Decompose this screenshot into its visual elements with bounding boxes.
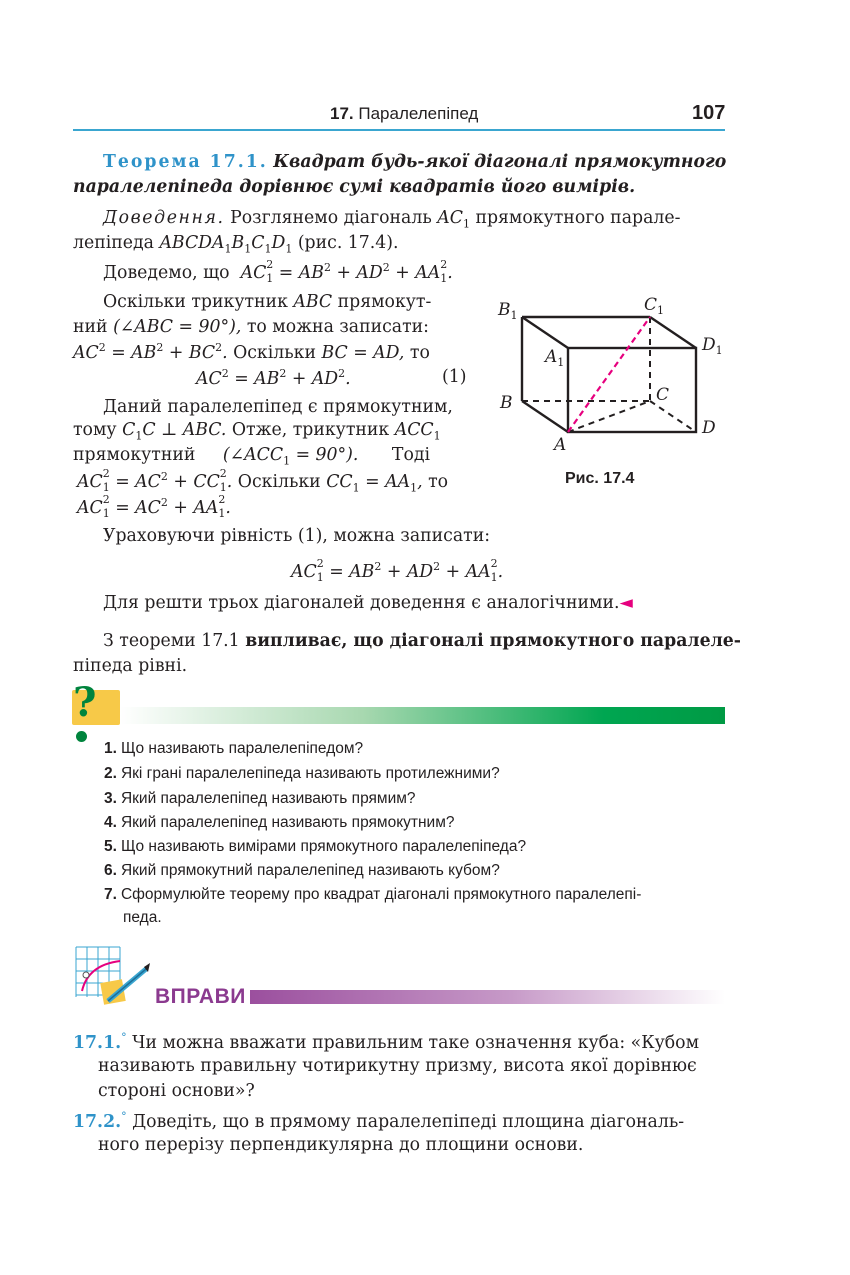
eq-label: (1) [442,367,467,387]
header-rule [73,129,725,131]
proof-text: Оскільки [237,471,321,492]
proof-word: Доведення. [103,208,225,228]
proof-text: (рис. 17.4). [297,233,399,253]
question-item [104,790,416,808]
proof-text: ний [73,317,108,337]
question-num: 3. [104,790,117,807]
math-final-eq: AC $_{2 1} = AB^2 + AD^2$ + AA $_{2 1}$. [291,557,504,585]
proof-text: Тоді [391,445,431,465]
edge-ba [522,401,568,432]
page-number: 107 [692,102,726,124]
diagonal-ac1 [568,317,650,432]
exercise-number: 17.1. [73,1032,122,1053]
math-perp: $C_1C$ ⊥ ABC. [122,420,227,443]
math-angle-abc: (∠ABC = 90°), [113,317,242,337]
theorem-text-1: Квадрат будь-якої діагоналі прямокутного [273,152,727,172]
proof-text: тому [73,420,117,440]
exercise-17-1-line-2: називають правильну чотирикутну призму, висота якої дорівнює [98,1056,697,1076]
question-item [104,814,455,832]
edge-cd-hidden [650,401,696,432]
math-ac2: $AC^2 = AB^2 + BC^2$. [73,341,228,363]
question-text: Який паралелепіпед називають прямокутним? [120,814,455,831]
exercises-gradient-bar [250,990,725,1004]
proof-line-6 [73,341,430,363]
chapter-title: Паралелепіпед [358,104,479,123]
chapter-number: 17. [330,104,354,123]
question-item [104,765,500,783]
proof-text: Доведемо, що [103,262,230,283]
proof-line-7: Даний паралелепіпед є прямокутним, [103,397,453,417]
math-abc: ABC [293,292,333,312]
proof-eq-1 [196,367,351,389]
exercise-17-2-line-1: 17.2.° Доведіть, що в прямому паралелепіпеді площина діагональ- [73,1110,685,1132]
proof-line-1 [103,208,680,230]
label-b1: $B_1$ [498,300,518,322]
proof-text: то можна записати: [246,317,430,337]
exercises-title: ВПРАВИ [155,985,246,1008]
question-item [104,740,363,758]
corollary-bold: випливає, що діагоналі прямокутного паралеле- [245,631,741,651]
proof-line-11 [77,493,231,521]
exercise-text: Доведіть, що в прямому паралелепіпеді площина діагональ- [132,1111,685,1132]
question-num: 7. [104,886,117,903]
question-text: Які грані паралелепіпеда називають протилежними? [120,765,500,782]
question-item [104,838,526,856]
math-acc1: $ACC_1$ [394,420,441,443]
question-num: 1. [104,740,117,757]
question-text: Що називають паралелепіпедом? [120,740,364,757]
question-item [104,862,500,880]
question-num: 6. [104,862,117,879]
proof-text: то [409,342,430,363]
label-c1: $C_1$ [644,295,665,317]
math-bc-ad: BC = AD, [321,342,405,363]
end-of-proof-mark: ◄ [619,593,633,613]
question-text: Що називають вимірами прямокутного паралелепіпеда? [120,838,527,855]
figure-17-4 [492,290,732,470]
question-dot-icon [76,731,87,742]
proof-line-2 [73,233,399,255]
math-ac1-3: AC $_{2 1} = AC^2$ + AA $_{2 1}$. [77,493,231,521]
math-abcda1b1c1d1: $ABCDA_1B_1C_1D_1$ [159,233,293,256]
figure-caption: Рис. 17.4 [565,470,635,487]
question-text: Сформулюйте теорему про квадрат діагоналі прямокутного паралелепі- [120,886,642,903]
corollary-line-1 [103,631,741,651]
proof-line-3 [103,258,453,286]
label-a1: $A_1$ [545,347,565,369]
math-main-eq: AC $_{2 1} = AB^2 + AD^2$ + AA $_{2 1}$. [240,258,453,286]
proof-text: прямокут- [337,292,432,312]
label-d: D [702,418,716,438]
front-face [568,348,696,432]
running-header [330,104,478,124]
proof-line-5 [73,317,429,337]
edge-b1a1 [522,317,568,348]
question-item [104,886,641,904]
exercise-number: 17.2. [73,1111,122,1132]
edge-c1d1 [650,317,696,348]
label-c: C [656,385,670,405]
proof-text: прямокутний [73,445,196,465]
proof-text: лепіпеда [73,233,154,253]
math-angle-acc1: $(\angle ACC_1 = 90^\circ)$. [222,445,359,468]
edge-ac-hidden [568,401,650,432]
math-eq-1: $AC^2 = AB^2 + AD^2$. [196,367,351,389]
proof-text: Для решти трьох діагоналей доведення є аналогічними. [103,593,620,613]
proof-line-4 [103,292,431,312]
proof-text: Оскільки трикутник [103,292,288,312]
proof-line-10 [77,467,449,495]
question-mark-icon: ? [73,679,97,726]
theorem-text-2: паралелепіпеда дорівнює сумі квадратів його вимірів. [73,177,636,197]
exercise-17-1-line-1: 17.1.° Чи можна вважати правильним таке означення куба: «Кубом [73,1031,700,1053]
corollary-text: З теореми 17.1 [103,631,240,651]
proof-line-8 [73,420,441,442]
proof-text: Оскільки [233,342,316,363]
math-ac1: $AC_1$ [437,208,470,231]
question-num: 4. [104,814,117,831]
questions-gradient-bar [120,707,725,724]
corollary-line-2: піпеда рівні. [73,656,188,676]
question-num: 5. [104,838,117,855]
question-text: Який прямокутний паралелепіпед називають кубом? [120,862,500,879]
proof-text: Розглянемо діагональ [230,208,432,228]
proof-text: то [428,471,449,492]
theorem-line-1 [103,152,726,172]
exercise-text: Чи можна вважати правильним таке означення куба: «Кубом [132,1032,700,1053]
question-text: Який паралелепіпед називають прямим? [120,790,416,807]
exercise-17-2-line-2: ного перерізу перпендикулярна до площини основи. [98,1135,584,1155]
exercises-icon [72,945,154,1007]
label-d1: $D_1$ [702,335,723,357]
proof-considering: Ураховуючи рівність (1), можна записати: [103,526,491,546]
math-ac1-2: AC $_{2 1} = AC^2$ + CC $_{2 1}$. [77,467,233,495]
math-cc1-aa1: $CC_1 = AA_1$, [326,471,423,495]
question-num: 2. [104,765,117,782]
exercise-17-1-line-3: стороні основи»? [98,1081,255,1101]
proof-final-eq [291,557,504,585]
proof-rest [103,593,633,613]
proof-line-9 [73,445,430,467]
proof-text: Отже, трикутник [231,420,390,440]
label-b: B [500,393,513,413]
theorem-label: Теорема 17.1. [103,152,268,172]
question-item-cont: педа. [123,909,162,926]
proof-text: прямокутного парале- [475,208,681,228]
label-a: A [554,435,567,455]
